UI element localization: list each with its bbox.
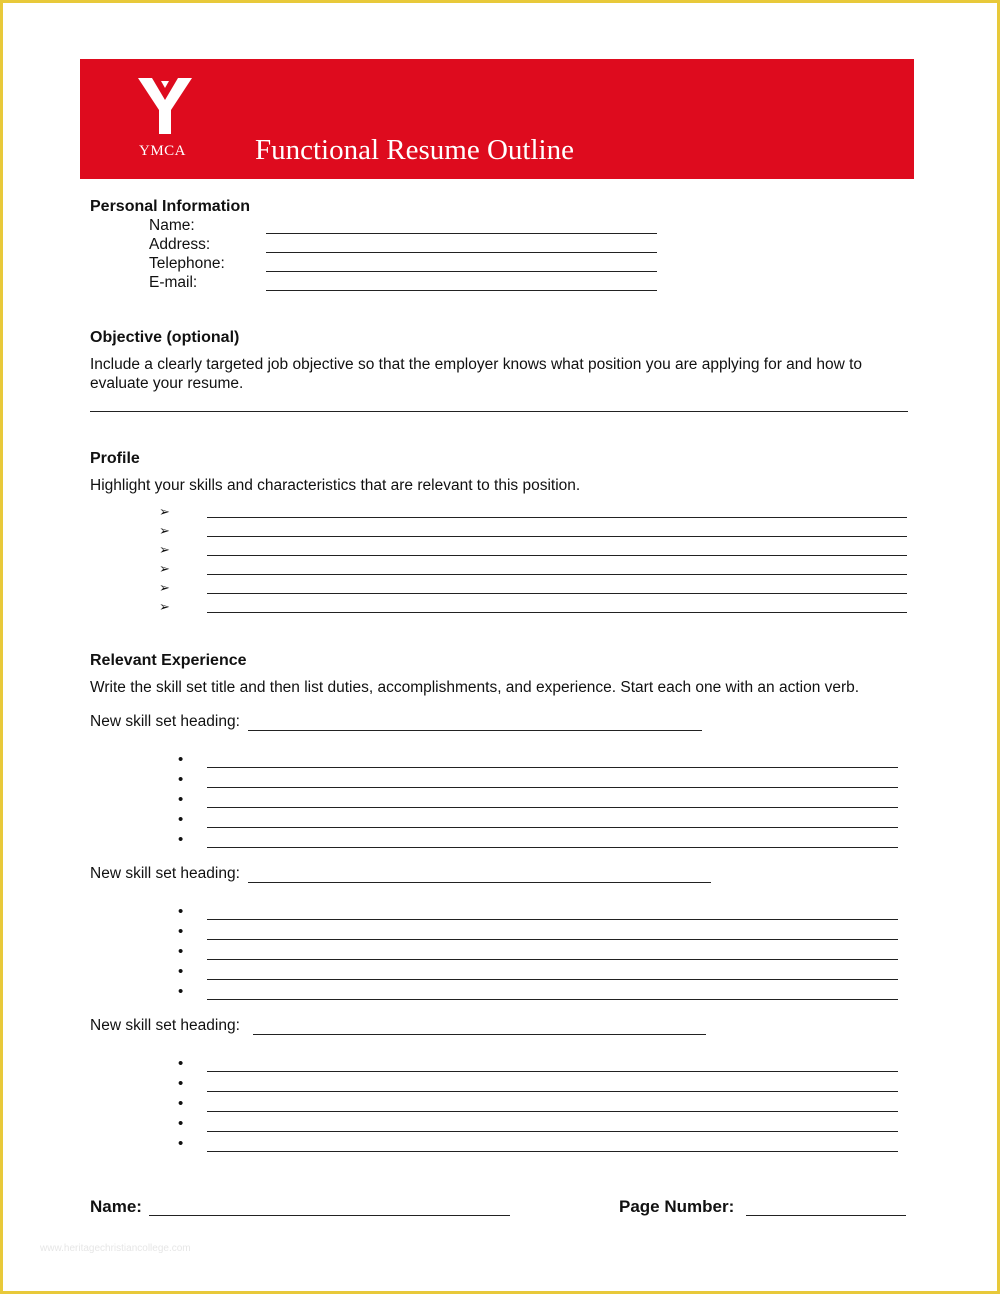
- objective-heading: Objective (optional): [90, 329, 240, 346]
- profile-heading: Profile: [90, 450, 140, 467]
- email-field-line[interactable]: [266, 290, 657, 291]
- experience-bullet-icon: •: [178, 811, 184, 828]
- watermark-text: www.heritagechristiancollege.com: [40, 1243, 191, 1254]
- name-field-line[interactable]: [266, 233, 657, 234]
- experience-field-line-set1[interactable]: [207, 827, 898, 828]
- experience-bullet-icon: •: [178, 903, 184, 920]
- page-number-field[interactable]: [746, 1215, 906, 1216]
- experience-field-line-set2[interactable]: [207, 979, 898, 980]
- experience-field-line-set2[interactable]: [207, 959, 898, 960]
- experience-text: Write the skill set title and then list duties, accomplishments, and experience. Start each one with an action verb.: [90, 679, 860, 696]
- experience-field-line-set1[interactable]: [207, 787, 898, 788]
- objective-text-line1: Include a clearly targeted job objective so that the employer knows what position you are applying for and how to: [90, 356, 863, 373]
- ymca-logo-icon: [136, 76, 194, 138]
- experience-bullet-icon: •: [178, 1115, 184, 1132]
- document-title: Functional Resume Outline: [255, 134, 574, 166]
- skill-heading-field-2[interactable]: [248, 882, 711, 883]
- profile-field-line[interactable]: [207, 555, 907, 556]
- profile-bullet-icon: ➢: [159, 599, 170, 614]
- footer-name-label: Name:: [90, 1197, 142, 1216]
- profile-field-line[interactable]: [207, 536, 907, 537]
- experience-bullet-icon: •: [178, 791, 184, 808]
- profile-bullet-icon: ➢: [159, 542, 170, 557]
- objective-field-line[interactable]: [90, 411, 908, 412]
- footer-name-field[interactable]: [149, 1215, 510, 1216]
- address-label: Address:: [149, 236, 211, 253]
- experience-field-line-set3[interactable]: [207, 1151, 898, 1152]
- skill-heading-label-3: New skill set heading:: [90, 1017, 240, 1034]
- skill-heading-field-1[interactable]: [248, 730, 702, 731]
- page-number-label: Page Number:: [619, 1197, 735, 1216]
- experience-bullet-icon: •: [178, 771, 184, 788]
- experience-field-line-set2[interactable]: [207, 939, 898, 940]
- skill-heading-label-2: New skill set heading:: [90, 865, 240, 882]
- experience-bullet-icon: •: [178, 963, 184, 980]
- experience-bullet-icon: •: [178, 1095, 184, 1112]
- experience-field-line-set2[interactable]: [207, 919, 898, 920]
- experience-field-line-set2[interactable]: [207, 999, 898, 1000]
- profile-bullet-icon: ➢: [159, 580, 170, 595]
- personal-info-heading: Personal Information: [90, 198, 251, 215]
- experience-field-line-set3[interactable]: [207, 1071, 898, 1072]
- profile-field-line[interactable]: [207, 517, 907, 518]
- profile-field-line[interactable]: [207, 574, 907, 575]
- objective-text-line2: evaluate your resume.: [90, 375, 244, 392]
- experience-heading: Relevant Experience: [90, 652, 247, 669]
- experience-field-line-set1[interactable]: [207, 847, 898, 848]
- experience-field-line-set1[interactable]: [207, 807, 898, 808]
- experience-field-line-set3[interactable]: [207, 1131, 898, 1132]
- experience-bullet-icon: •: [178, 1075, 184, 1092]
- experience-field-line-set3[interactable]: [207, 1111, 898, 1112]
- telephone-label: Telephone:: [149, 255, 225, 272]
- profile-bullet-icon: ➢: [159, 523, 170, 538]
- skill-heading-field-3[interactable]: [253, 1034, 706, 1035]
- experience-field-line-set1[interactable]: [207, 767, 898, 768]
- experience-bullet-icon: •: [178, 983, 184, 1000]
- profile-text: Highlight your skills and characteristics that are relevant to this position.: [90, 477, 581, 494]
- profile-bullet-icon: ➢: [159, 504, 170, 519]
- address-field-line[interactable]: [266, 252, 657, 253]
- experience-bullet-icon: •: [178, 831, 184, 848]
- experience-bullet-icon: •: [178, 943, 184, 960]
- profile-field-line[interactable]: [207, 612, 907, 613]
- experience-bullet-icon: •: [178, 751, 184, 768]
- profile-bullet-icon: ➢: [159, 561, 170, 576]
- experience-bullet-icon: •: [178, 1055, 184, 1072]
- experience-bullet-icon: •: [178, 923, 184, 940]
- profile-field-line[interactable]: [207, 593, 907, 594]
- email-label: E-mail:: [149, 274, 198, 291]
- skill-heading-label-1: New skill set heading:: [90, 713, 240, 730]
- name-label: Name:: [149, 217, 195, 234]
- logo-text: YMCA: [139, 143, 187, 159]
- experience-bullet-icon: •: [178, 1135, 184, 1152]
- telephone-field-line[interactable]: [266, 271, 657, 272]
- experience-field-line-set3[interactable]: [207, 1091, 898, 1092]
